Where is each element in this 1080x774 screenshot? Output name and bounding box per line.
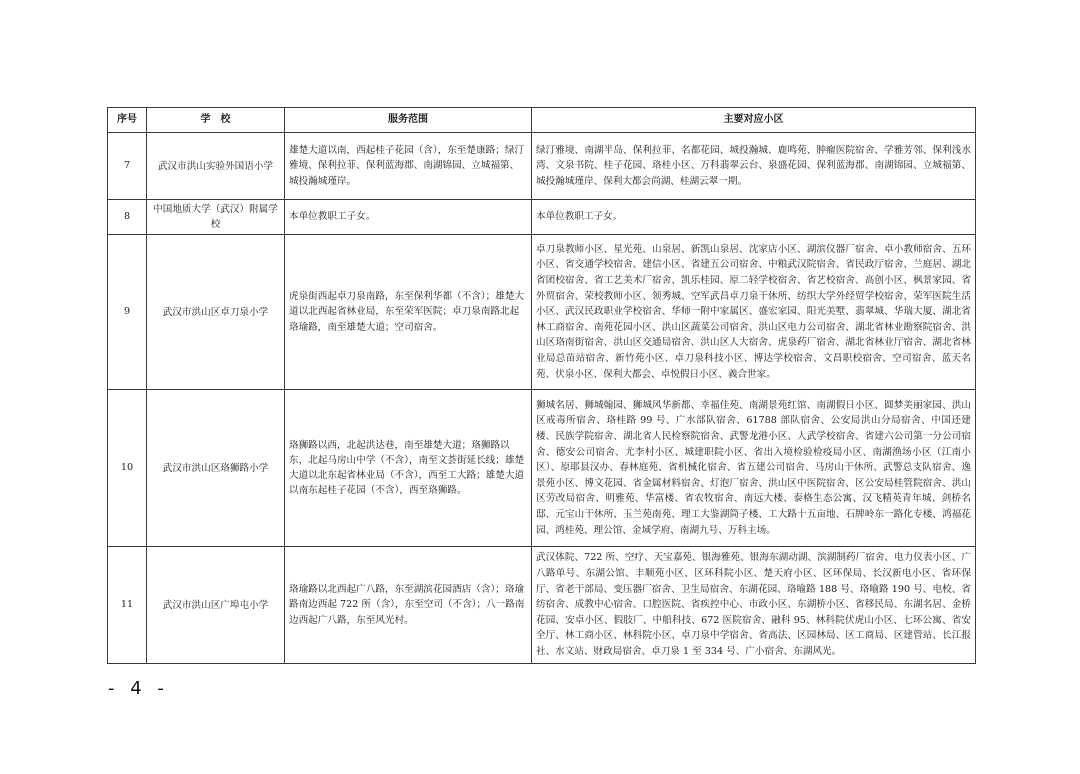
row-range: 本单位教职工子女。 — [285, 200, 532, 235]
row-communities: 武汉体院、722 所、空疗、天宝嘉苑、银海雅苑、银海东湖动湖、滨湖制药厂宿舍、电力仪表小区、广八路单号、东湖公馆、丰顺苑小区、区环科院小区、楚天府小区、区环保局、长汉新电小区、省环保厅、省老干部局、变压器厂宿舍、卫生局宿舍、东湖花园、珞喻路 188 号、珞喻路 190 号、电校、省纺宿舍、成教中心宿舍、口腔医院、省疾控中心、市政小区、东湖桥小区、省移民局、东湖名居、金桥花园、安卓小区、假肢厂、中船科技、672 医院宿舍、融科 95、林科院伏虎山小区、七环公寓、省安全厅、林工商小区、林科院小区、卓刀泉中学宿舍、省高法、区园林局、区工商局、区建管站、长江报社、水文站、财政局宿舍、卓刀泉 1 至 334 号、广小宿舍、东湖风光。 — [532, 547, 976, 664]
table-row — [108, 390, 976, 547]
row-communities: 卓刀泉教师小区、星光苑、山泉居、新凯山泉居、沈家店小区、湖滨仪器厂宿舍、卓小教师宿舍、五环小区、省交通学校宿舍、建信小区、省建五公司宿舍、中粮武汉院宿舍、省民政厅宿舍、兰庭居、湖北省团校宿舍、省工艺美术厂宿舍、凯乐桂园、原二轻学校宿舍、省艺校宿舍、高创小区、枫景家园、省外贸宿舍、荣校教师小区、领秀城、空军武昌卓刀泉干休所、纺织大学外经贸学校宿舍、荣军医院生活小区、武汉民政职业学校宿舍、华师一附中家属区、盛宏家园、阳光美墅、翡翠城、华瑞大厦、湖北省林工商宿舍、南苑花园小区、洪山区蔬菜公司宿舍、洪山区电力公司宿舍、湖北省林业勘察院宿舍、洪山区珞南街宿舍、洪山区交通局宿舍、洪山区人大宿舍、虎泉药厂宿舍、湖北省林业厅宿舍、湖北省林业局总苗站宿舍、新竹苑小区、卓刀泉科技小区、博达学校宿舍、文昌职校宿舍、空司宿舍、蓝天名苑、伏泉小区、保利大都会、卓悦假日小区、義合世家。 — [532, 235, 976, 390]
row-school: 武汉市洪山区珞狮路小学 — [147, 390, 285, 547]
table-row — [108, 133, 976, 200]
row-no: 11 — [108, 547, 147, 664]
header-communities: 主要对应小区 — [532, 108, 976, 133]
row-school: 中国地质大学（武汉）附属学校 — [147, 200, 285, 235]
row-range: 珞狮路以西，北起洪达巷，南至雄楚大道；珞狮路以东，北起马房山中学（不含），南至文荟街延长线；雄楚大道以北东起省林业局（不含），西至工大路；雄楚大道以南东起桂子花园（不含），西至珞狮路。 — [285, 390, 532, 547]
row-school: 武汉市洪山区卓刀泉小学 — [147, 235, 285, 390]
table-row — [108, 200, 976, 235]
row-communities: 本单位教职工子女。 — [532, 200, 976, 235]
row-communities: 绿汀雅境、南湖半岛、保利拉菲、名都花园、城投瀚城、鹿鸣苑、肿瘤医院宿舍、学雅芳邻、保利浅水湾、文泉书院、桂子花园、珞桂小区、万科翡翠云台、泉盛花园、保利蓝海郡、南湖锦园、立城福第、城投瀚城瑾岸、保利大都会尚湖、桂湖云翠一期。 — [532, 133, 976, 200]
row-range: 珞瑜路以北西起广八路，东至湖滨花园酒店（含）；珞瑜路南边西起 722 所（含），东至空司（不含）；八一路南边西起广八路，东至风光村。 — [285, 547, 532, 664]
row-school: 武汉市洪山实验外国语小学 — [147, 133, 285, 200]
row-no: 9 — [108, 235, 147, 390]
row-no: 10 — [108, 390, 147, 547]
row-range: 虎泉街西起卓刀泉南路，东至保利华都（不含）；雄楚大道以北西起省林业局，东至荣军医院；卓刀泉南路北起珞瑜路，南至雄楚大道；空司宿舍。 — [285, 235, 532, 390]
row-communities: 狮城名居、狮城翰园、狮城风华新都、幸福佳苑、南湖景苑红馆、南湖假日小区、圆梦美丽家园、洪山区戒毒所宿舍、珞桂路 99 号、广水部队宿舍、61788 部队宿舍、公安局洪山分局宿舍、中国还建楼、民族学院宿舍、湖北省人民检察院宿舍、武警龙港小区、人武学校宿舍、省建六公司第一分公司宿舍、德安公司宿舍、尤李村小区、城建职院小区、省出入境检验检疫局小区、南湖渔场小区（江南小区）、原耶县汉办、春林庭苑、省机械化宿舍、省五建公司宿舍、马房山干休所、武警总支队宿舍、逸景苑小区、博文花园、省金属材料宿舍、灯泡厂宿舍、洪山区中医院宿舍、区公安局桂管院宿舍、洪山区劳改局宿舍、明雅苑、华富楼、省农牧宿舍、南远大楼、泰格生态公寓、汉飞精英青年城、剑桥名邸、元宝山干休所、玉兰苑南苑、理工大鉴湖筒子楼、工大路十五亩地、石牌岭东一路化专楼、鸿福花园、鸿桂苑、理公馆、金域学府、南湖九号、万科主场。 — [532, 390, 976, 547]
table-header-row — [108, 108, 976, 133]
row-range: 雄楚大道以南，西起桂子花园（含），东至楚康路；绿汀雅境、保利拉菲、保利蓝海郡、南湖锦园、立城福第、城投瀚城瑾岸。 — [285, 133, 532, 200]
table-row — [108, 235, 976, 390]
row-no: 8 — [108, 200, 147, 235]
page-number: - 4 - — [108, 678, 169, 699]
header-no: 序号 — [108, 108, 147, 133]
header-range: 服务范围 — [285, 108, 532, 133]
school-district-table — [107, 107, 976, 664]
row-school: 武汉市洪山区广埠屯小学 — [147, 547, 285, 664]
row-no: 7 — [108, 133, 147, 200]
header-school: 学 校 — [147, 108, 285, 133]
table-row — [108, 547, 976, 664]
